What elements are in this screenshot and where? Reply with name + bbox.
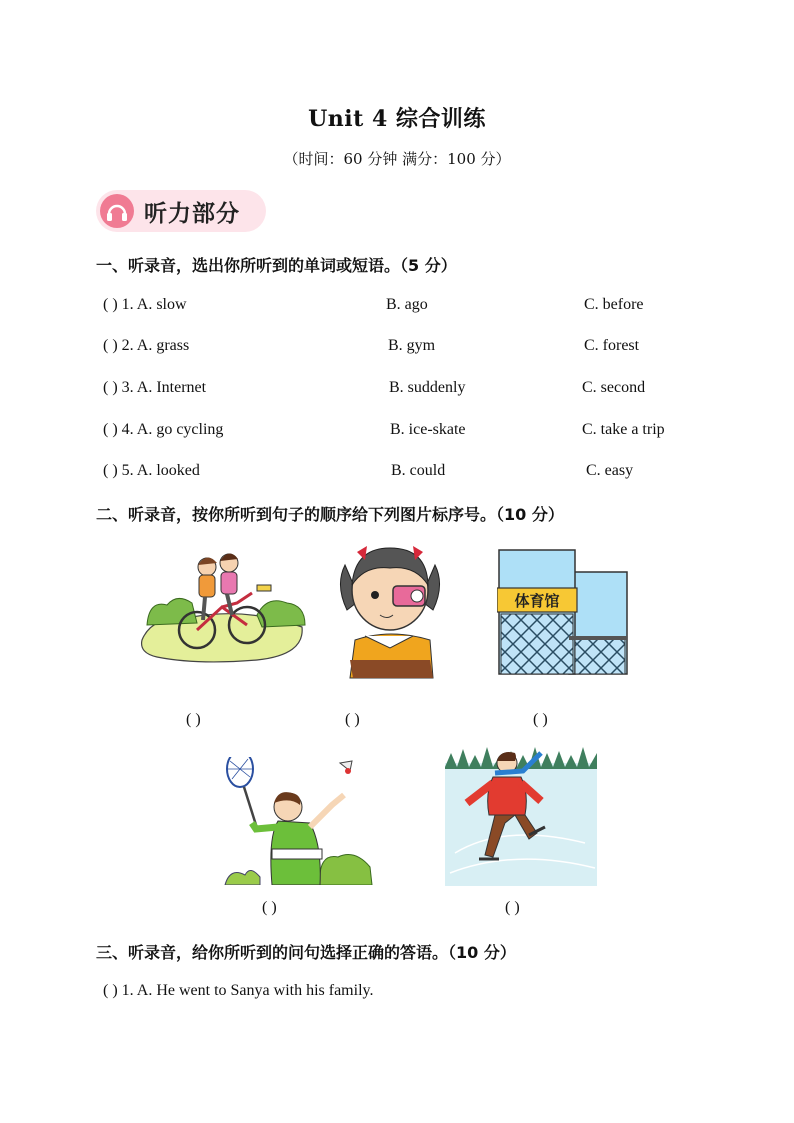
badminton-picture [220, 757, 375, 889]
picture-1-blank: ( ) [186, 711, 201, 728]
picture-3-blank: ( ) [533, 711, 548, 728]
part1-item-4-c: C. take a trip [582, 421, 665, 438]
part1-item-5-b: B. could [391, 462, 446, 479]
part1-item-1-c: C. before [584, 296, 644, 313]
section-badge-label: 听力部分 [144, 201, 240, 227]
part1-item-3-b: B. suddenly [389, 379, 466, 396]
part1-item-3-a: ( ) 3. A. Internet [103, 379, 207, 396]
part2-heading: 二、听录音，按你所听到句子的顺序给下列图片标序号。（10 分） [96, 505, 564, 524]
part1-item-5-a: ( ) 5. A. looked [103, 462, 200, 479]
picture-2-blank: ( ) [345, 711, 360, 728]
headphones-icon [100, 194, 134, 228]
camera-girl-picture [335, 540, 445, 684]
page-title: Unit 4 综合训练 [308, 106, 486, 132]
part1-item-3-c: C. second [582, 379, 646, 396]
part1-item-4-a: ( ) 4. A. go cycling [103, 421, 224, 438]
part1-item-2-c: C. forest [584, 337, 640, 354]
part3-heading: 三、听录音，给你所听到的问句选择正确的答语。（10 分） [96, 943, 516, 962]
part3-item-1: ( ) 1. A. He went to Sanya with his family. [103, 982, 374, 999]
exam-info: （时间：60 分钟 满分：100 分） [283, 150, 511, 168]
section-badge [96, 190, 266, 232]
part1-item-5-c: C. easy [586, 462, 634, 479]
gym-picture [497, 548, 629, 680]
picture-5-blank: ( ) [505, 899, 520, 916]
picture-4-blank: ( ) [262, 899, 277, 916]
cycling-picture [137, 545, 307, 669]
ice-skating-picture [445, 743, 597, 890]
part1-item-2-b: B. gym [388, 337, 436, 354]
gym-sign: 体育馆 [514, 592, 560, 610]
part1-item-2-a: ( ) 2. A. grass [103, 337, 190, 354]
part1-item-1-a: ( ) 1. A. slow [103, 296, 187, 313]
part1-item-1-b: B. ago [386, 296, 428, 313]
part1-item-4-b: B. ice-skate [390, 421, 466, 438]
part1-heading: 一、听录音，选出你所听到的单词或短语。（5 分） [96, 256, 457, 275]
